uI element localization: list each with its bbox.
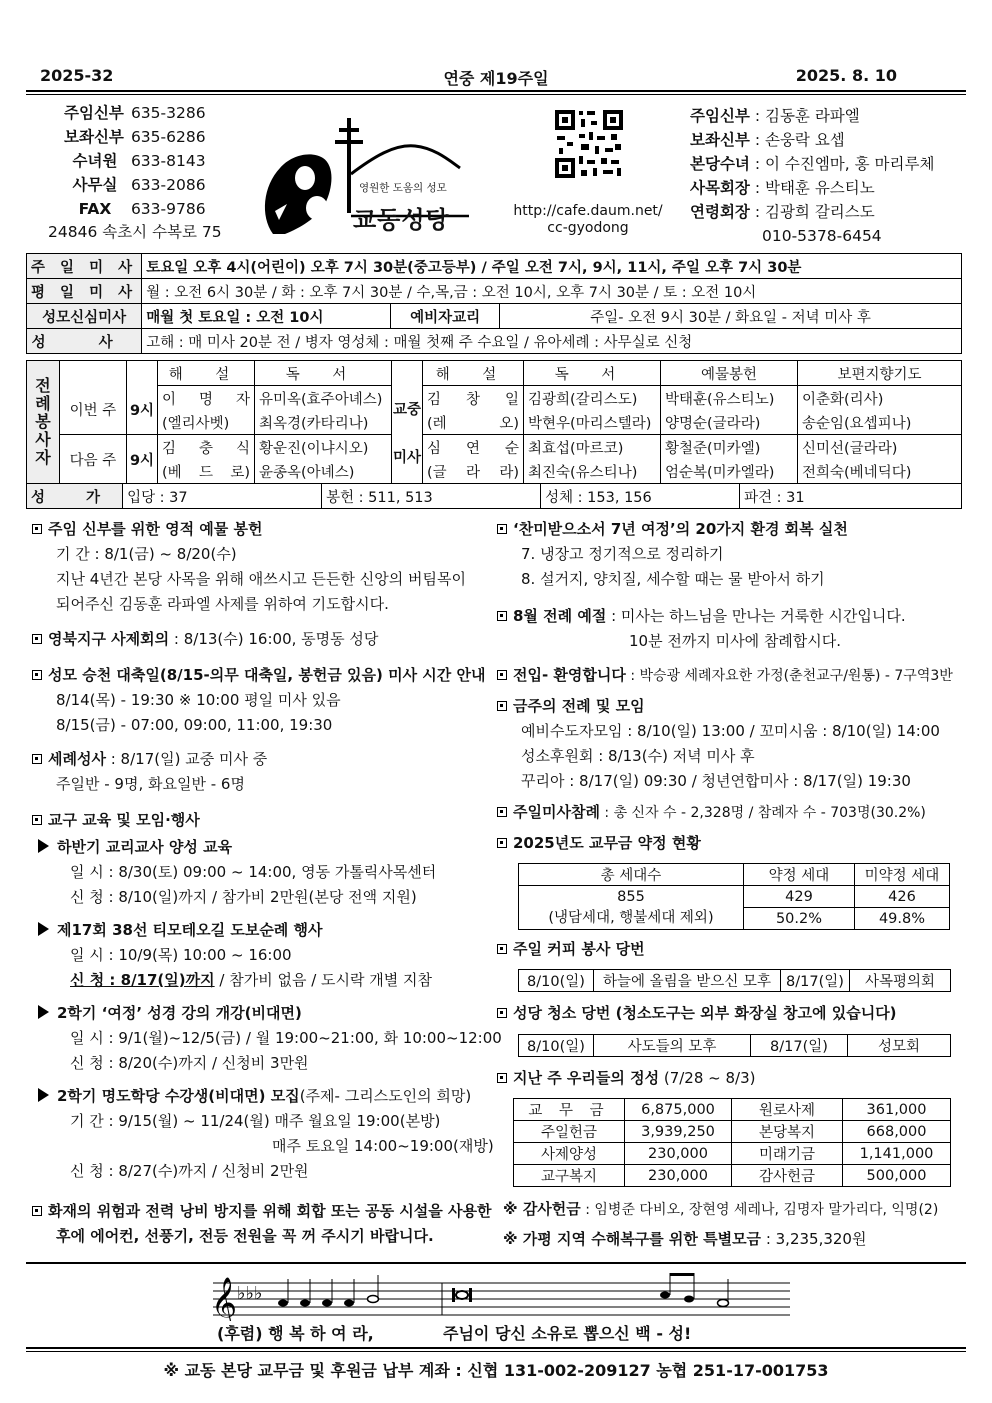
cleaning-duty-table: 8/10(일) 사도들의 모후 8/17(일) 성모회 — [518, 1034, 951, 1057]
notice-thanks-offering: ※ 감사헌금 : 임병준 다비오, 장현영 세레나, 김명자 말가리다, 익명(2) — [503, 1200, 939, 1218]
notice-laudato-si: ‘찬미받으소서 7년 여정’의 20가지 환경 회복 실천 7. 냉장고 정기적으로 정리하기 8. 설거지, 양치질, 세수할 때는 물 받아서 하기 — [497, 517, 957, 592]
coffee-duty-table: 8/10(일) 하늘에 올림을 받으신 모후 8/17(일) 사목평의회 — [518, 969, 951, 992]
notice-power-saving: 화재의 위험과 전력 낭비 방지를 위해 회합 또는 공동 시설을 사용한 후에 에어컨, 선풍기, 전등 전원을 꼭 꺼 주시기 바랍니다. — [32, 1199, 502, 1249]
cafe-link[interactable]: http://cafe.daum.net/ cc-gyodong — [513, 203, 663, 236]
header-rule — [26, 90, 966, 92]
contact-row: 주임신부 635-3286 — [64, 104, 206, 122]
checkbox-bullet-icon — [497, 611, 507, 621]
issue-number: 2025-32 — [40, 66, 114, 85]
staff-row: 보좌신부 : 손웅락 요셉 — [690, 131, 845, 149]
contact-row: 수녀원 633-8143 — [72, 152, 206, 170]
triangle-bullet-icon — [38, 922, 49, 936]
music-score — [205, 1273, 790, 1343]
qr-code-icon[interactable] — [553, 108, 625, 180]
svg-text:𝄞: 𝄞 — [211, 1277, 238, 1321]
servers-row-next-week: 다음 주 9시 김 충 식 황운진(이냐시오) 심 연 순 최효섭(마르코) 황철준(미카엘) 신미선(글라라) — [27, 435, 962, 460]
footer-rule — [26, 1347, 966, 1349]
music-staff-icon — [205, 1273, 790, 1321]
servers-table: 전례봉사자 해 설 독 서 해 설 독 서 예물봉헌 보편지향기도 이번 주 9시 이 명 자 유미옥(효주아녜스) 교중 미사 김 창 일 김광희(갈리스도) 박태훈(유스티노) 이춘화(리사) (엘리사벳) 최옥경(카타리나) (레 오) 박현우(마리스텔라) 양명순(글라라) 송순임(요셉피나) 다음 주 9시 김 충 식 황운진(이냐시오) 심 연 순 최효섭(마르코) 황철준(미카엘) 신미선(글라라) (베 드 로) 윤종옥(아녜스) (글 라 라) 최진숙(유스티나) 엄순복(미카엘라) 전희숙(베네딕다) — [26, 360, 962, 484]
staff-phone: 010-5378-6454 — [762, 227, 882, 245]
footer-rule-thin — [26, 1351, 966, 1352]
staff-row: 연령회장 : 김광희 갈리스도 — [690, 203, 875, 221]
notice-coffee-duty: 주일 커피 봉사 당번 — [497, 937, 957, 962]
checkbox-bullet-icon — [497, 944, 507, 954]
checkbox-bullet-icon — [32, 1206, 42, 1216]
checkbox-bullet-icon — [497, 807, 507, 817]
triangle-bullet-icon — [38, 1088, 49, 1102]
checkbox-bullet-icon — [497, 670, 507, 680]
servers-row-this-week: 이번 주 9시 이 명 자 유미옥(효주아녜스) 교중 미사 김 창 일 김광희(갈리스도) 박태훈(유스티노) 이춘화(리사) — [27, 386, 962, 411]
contact-row: 보좌신부 635-6286 — [64, 128, 206, 146]
checkbox-bullet-icon — [32, 754, 42, 764]
schedule-row-sacrament: 성 사 고해 : 매 미사 20분 전 / 병자 영성체 : 매월 첫째 주 수요일 / 유아세례 : 사무실로 신청 — [27, 329, 962, 354]
offerings-table — [513, 1098, 951, 1187]
staff-row: 본당수녀 : 이 수진엠마, 홍 마리루체 — [690, 155, 935, 173]
schedule-row-sunday: 주 일 미 사 토요일 오후 4시(어린이) 오후 7시 30분(중고등부) / 주일 오전 7시, 9시, 11시, 주일 오후 7시 30분 — [27, 254, 962, 279]
header-rule-thin — [26, 94, 966, 95]
section-rule — [26, 1262, 966, 1264]
notice-offerings: 지난 주 우리들의 정성 (7/28 ~ 8/3) — [497, 1066, 957, 1091]
notice-priest-meeting: 영북지구 사제회의 : 8/13(수) 16:00, 동명동 성당 — [32, 627, 492, 652]
notice-liturgy-etiquette: 8월 전례 예절 : 미사는 하느님을 만나는 거룩한 시간입니다. 10분 전까지 미사에 참례합시다. — [497, 604, 957, 654]
contact-row: 사무실 633-2086 — [72, 176, 206, 194]
contact-row: FAX 633-9786 — [78, 200, 206, 218]
notice-weekly-meetings: 금주의 전례 및 모임 예비수도자모임 : 8/10(일) 13:00 / 꼬미시움 : 8/10(일) 14:00 성소후원회 : 8/13(수) 저녁 미사 후 꾸리아 : 8/17(일) 09:30 / 청년연합미사 : 8/17(일) 19:30 — [497, 694, 957, 794]
score-lyrics-left: (후렴) 행 복 하 여 라, — [217, 1324, 374, 1343]
checkbox-bullet-icon — [32, 634, 42, 644]
mass-schedule-table — [26, 253, 962, 354]
notice-mass-attendance: 주일미사참례 : 총 신자 수 - 2,328명 / 참례자 수 - 703명(30.2%) — [497, 800, 962, 826]
notice-flood-relief: ※ 가평 지역 수해복구를 위한 특별모금 : 3,235,320원 — [503, 1230, 867, 1248]
contact-list — [64, 101, 206, 221]
notice-diocese-events: 교구 교육 및 모임·행사 하반기 교리교사 양성 교육 일 시 : 8/30(토) 09:00 ~ 14:00, 영동 가톨릭사목센터 신 청 : 8/10(일)까지 / 참가비 2만원(본당 전액 지원) 제17회 38선 티모테오길 도보순례 행사 일 시 : 10/9(목) 10:00 ~ 16:00 신 청 : 8/17(일)까지 / 참가비 없음 / 도시락 개별 지참 2학기 ‘여정’ 성경 강의 개강(비대면) 일 시 : 9/1(월)~12/5(금) / 월 19:00~21:00, 화 10:00~12:00 신 청 : 8/20(수)까지 / 신청비 3만원 2학기 명도학당 수강생(비대면) 모집(주제- 그리스도인의 희망) 기 간 : 9/15(월) ~ 11/24(월) 매주 월요일 19:00(본방) 매주 토요일 14:00~19:00(재방) 신 청 : 8/27(수)까지 / 신청비 2만원 — [32, 808, 502, 1184]
checkbox-bullet-icon — [497, 524, 507, 534]
checkbox-bullet-icon — [32, 524, 42, 534]
table-row: 주일헌금 3,939,250 본당복지 668,000 — [514, 1121, 951, 1143]
notice-assumption: 성모 승천 대축일(8/15-의무 대축일, 봉헌금 있음) 미사 시간 안내 8/14(목) - 19:30 ※ 10:00 평일 미사 있음 8/15(금) - 07:00, 09:00, 11:00, 19:30 — [32, 663, 492, 738]
pledge-table: 총 세대수 약정 세대 미약정 세대 855 (냉담세대, 행불세대 제외) 429 426 50.2% 49.8% — [518, 863, 950, 930]
checkbox-bullet-icon — [32, 815, 42, 825]
staff-row: 주임신부 : 김동훈 라파엘 — [690, 107, 860, 125]
triangle-bullet-icon — [38, 839, 49, 853]
issue-date: 2025. 8. 10 — [795, 66, 897, 85]
notice-cleaning-duty: 성당 청소 당번 (청소도구는 외부 화장실 창고에 있습니다) — [497, 1001, 962, 1026]
notice-welcome: 전입- 환영합니다 : 박승광 세례자요한 가정(춘천교구/원통) - 7구역3반 — [497, 663, 962, 689]
schedule-row-weekday: 평 일 미 사 월 : 오전 6시 30분 / 화 : 오후 7시 30분 / 수,목,금 : 오전 10시, 오후 7시 30분 / 토 : 오전 10시 — [27, 279, 962, 304]
bank-account-footer: ※ 교동 본당 교무금 및 후원금 납부 계좌 : 신협 131-002-209127 농협 251-17-001753 — [163, 1361, 829, 1380]
church-logo: 영원한 도움의 성모 교동성당 — [255, 116, 475, 241]
notice-pledge-status: 2025년도 교무금 약정 현황 — [497, 831, 957, 856]
staff-list — [690, 104, 934, 248]
checkbox-bullet-icon — [497, 838, 507, 848]
triangle-bullet-icon — [38, 1005, 49, 1019]
schedule-row-heart: 성모신심미사 매월 첫 토요일 : 오전 10시 예비자교리 주일- 오전 9시 30분 / 화요일 - 저녁 미사 후 — [27, 304, 962, 329]
church-address: 24846 속초시 수복로 75 — [48, 223, 222, 241]
table-row: 교구복지 230,000 감사헌금 500,000 — [514, 1165, 951, 1187]
servers-main-mass-label: 교중 미사 — [392, 386, 423, 484]
logo-church-name: 교동성당 — [353, 206, 450, 234]
hymn-table: 성 가 입당 : 37 봉헌 : 511, 513 성체 : 153, 156 파견 : 31 — [26, 483, 962, 509]
notice-pastor-gift: 주임 신부를 위한 영적 예물 봉헌 기 간 : 8/1(금) ~ 8/20(수) 지난 4년간 본당 사목을 위해 애쓰시고 든든한 신앙의 버팀목이 되어주신 김동훈 라파엘 사제를 위하여 기도합시다. — [32, 517, 492, 617]
checkbox-bullet-icon — [497, 1008, 507, 1018]
page-title: 연중 제19주일 — [443, 69, 549, 88]
servers-side-label: 전례봉사자 — [27, 361, 60, 484]
svg-text:♭♭♭: ♭♭♭ — [237, 1283, 263, 1304]
notice-baptism: 세례성사 : 8/17(일) 교중 미사 중 주일반 - 9명, 화요일반 - 6명 — [32, 747, 492, 797]
checkbox-bullet-icon — [497, 1073, 507, 1083]
staff-row: 사목회장 : 박태훈 유스티노 — [690, 179, 875, 197]
checkbox-bullet-icon — [32, 670, 42, 680]
checkbox-bullet-icon — [497, 701, 507, 711]
table-row: 사제양성 230,000 미래기금 1,141,000 — [514, 1143, 951, 1165]
score-lyrics-right: 주님이 당신 소유로 뽑으신 백 - 성! — [443, 1324, 692, 1343]
table-row: 교 무 금 6,875,000 원로사제 361,000 — [514, 1099, 951, 1121]
